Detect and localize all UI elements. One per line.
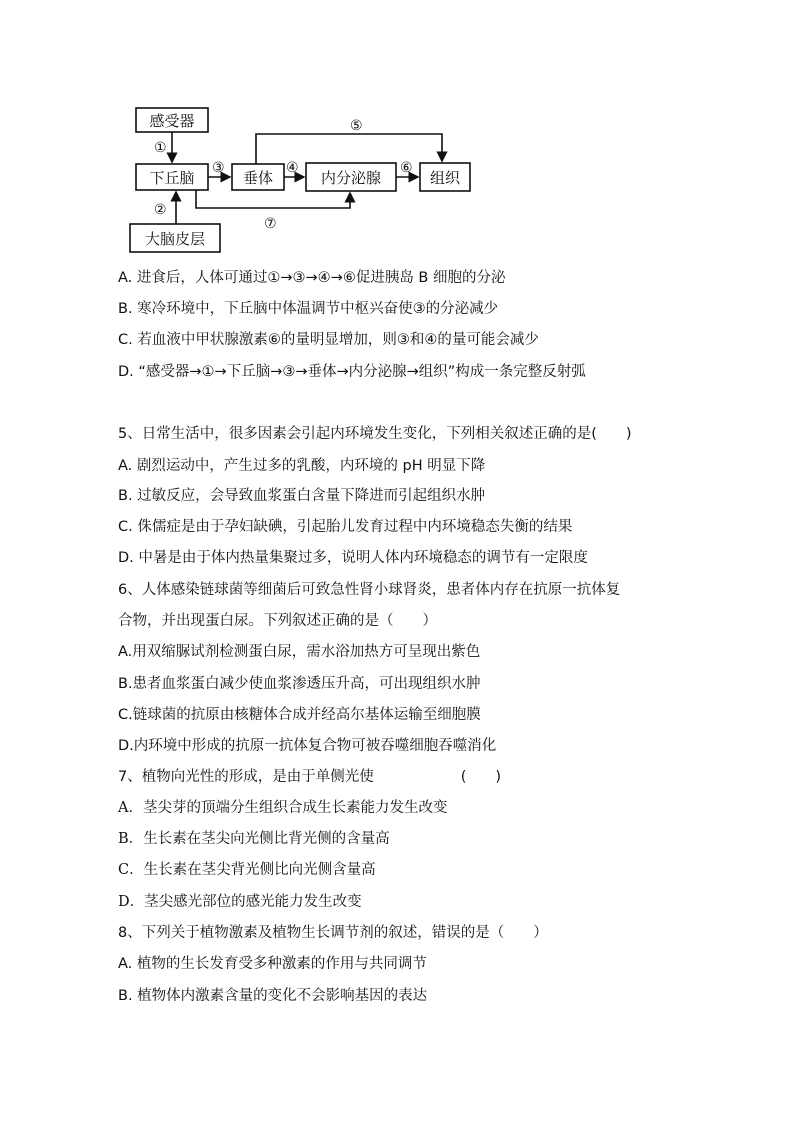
question-6-stem-line1: 6、人体感染链球菌等细菌后可致急性肾小球肾炎，患者体内存在抗原一抗体复 [118,582,621,598]
tissue-label: 组织 [429,169,461,187]
label-1: ① [154,140,167,156]
option-4c: C. 若血液中甲状腺激素⑥的量明显增加，则③和④的量可能会减少 [118,332,539,348]
label-3: ③ [212,160,225,176]
arrow-5 [256,134,442,164]
option-7b: B．生长素在茎尖向光侧比背光侧的含量高 [118,831,390,847]
question-5-stem: 5、日常生活中，很多因素会引起内环境发生变化，下列相关叙述正确的是( ) [118,426,632,442]
option-6b: B.患者血浆蛋白减少使血浆渗透压升高，可出现组织水肿 [118,676,481,692]
option-4a: A. 进食后，人体可通过①→③→④→⑥促进胰岛 B 细胞的分泌 [118,270,506,286]
label-7: ⑦ [264,216,277,232]
option-7c: C．生长素在茎尖背光侧比向光侧含量高 [118,862,376,878]
endocrine-label: 内分泌腺 [320,169,382,187]
arrow-7 [196,190,350,208]
question-8-stem: 8、下列关于植物激素及植物生长调节剂的叙述，错误的是（ ） [118,925,548,941]
option-6a: A.用双缩脲试剂检测蛋白尿，需水浴加热方可呈现出紫色 [118,644,481,660]
option-7d: D．茎尖感光部位的感光能力发生改变 [118,894,362,910]
option-6d: D.内环境中形成的抗原一抗体复合物可被吞噬细胞吞噬消化 [118,738,497,754]
question-7-stem: 7、植物向光性的形成，是由于单侧光使 ( ) [118,769,502,785]
label-5: ⑤ [350,118,363,134]
option-5b: B. 过敏反应，会导致血浆蛋白含量下降进而引起组织水肿 [118,488,486,504]
option-8a: A. 植物的生长发育受多种激素的作用与共同调节 [118,956,427,972]
option-4b: B. 寒冷环境中，下丘脑中体温调节中枢兴奋使③的分泌减少 [118,301,499,317]
label-4: ④ [286,160,299,176]
hypothalamus-label: 下丘脑 [149,169,195,187]
cortex-label: 大脑皮层 [144,230,206,248]
pituitary-label: 垂体 [242,169,274,187]
hormone-regulation-diagram [126,100,486,260]
option-5d: D. 中暑是由于体内热量集聚过多，说明人体内环境稳态的调节有一定限度 [118,550,588,566]
option-5a: A. 剧烈运动中，产生过多的乳酸，内环境的 pH 明显下降 [118,458,486,474]
option-8b: B. 植物体内激素含量的变化不会影响基因的表达 [118,988,428,1004]
label-6: ⑥ [400,160,413,176]
label-2: ② [154,202,167,218]
question-6-stem-line2: 合物，并出现蛋白尿。下列叙述正确的是（ ） [118,613,437,629]
option-5c: C. 侏儒症是由于孕妇缺碘，引起胎儿发育过程中内环境稳态失衡的结果 [118,519,573,535]
option-7a: A．茎尖芽的顶端分生组织合成生长素能力发生改变 [118,800,448,816]
receptor-label: 感受器 [149,112,195,130]
option-4d: D. “感受器→①→下丘脑→③→垂体→内分泌腺→组织”构成一条完整反射弧 [118,364,586,380]
option-6c: C.链球菌的抗原由核糖体合成并经高尔基体运输至细胞膜 [118,707,481,723]
